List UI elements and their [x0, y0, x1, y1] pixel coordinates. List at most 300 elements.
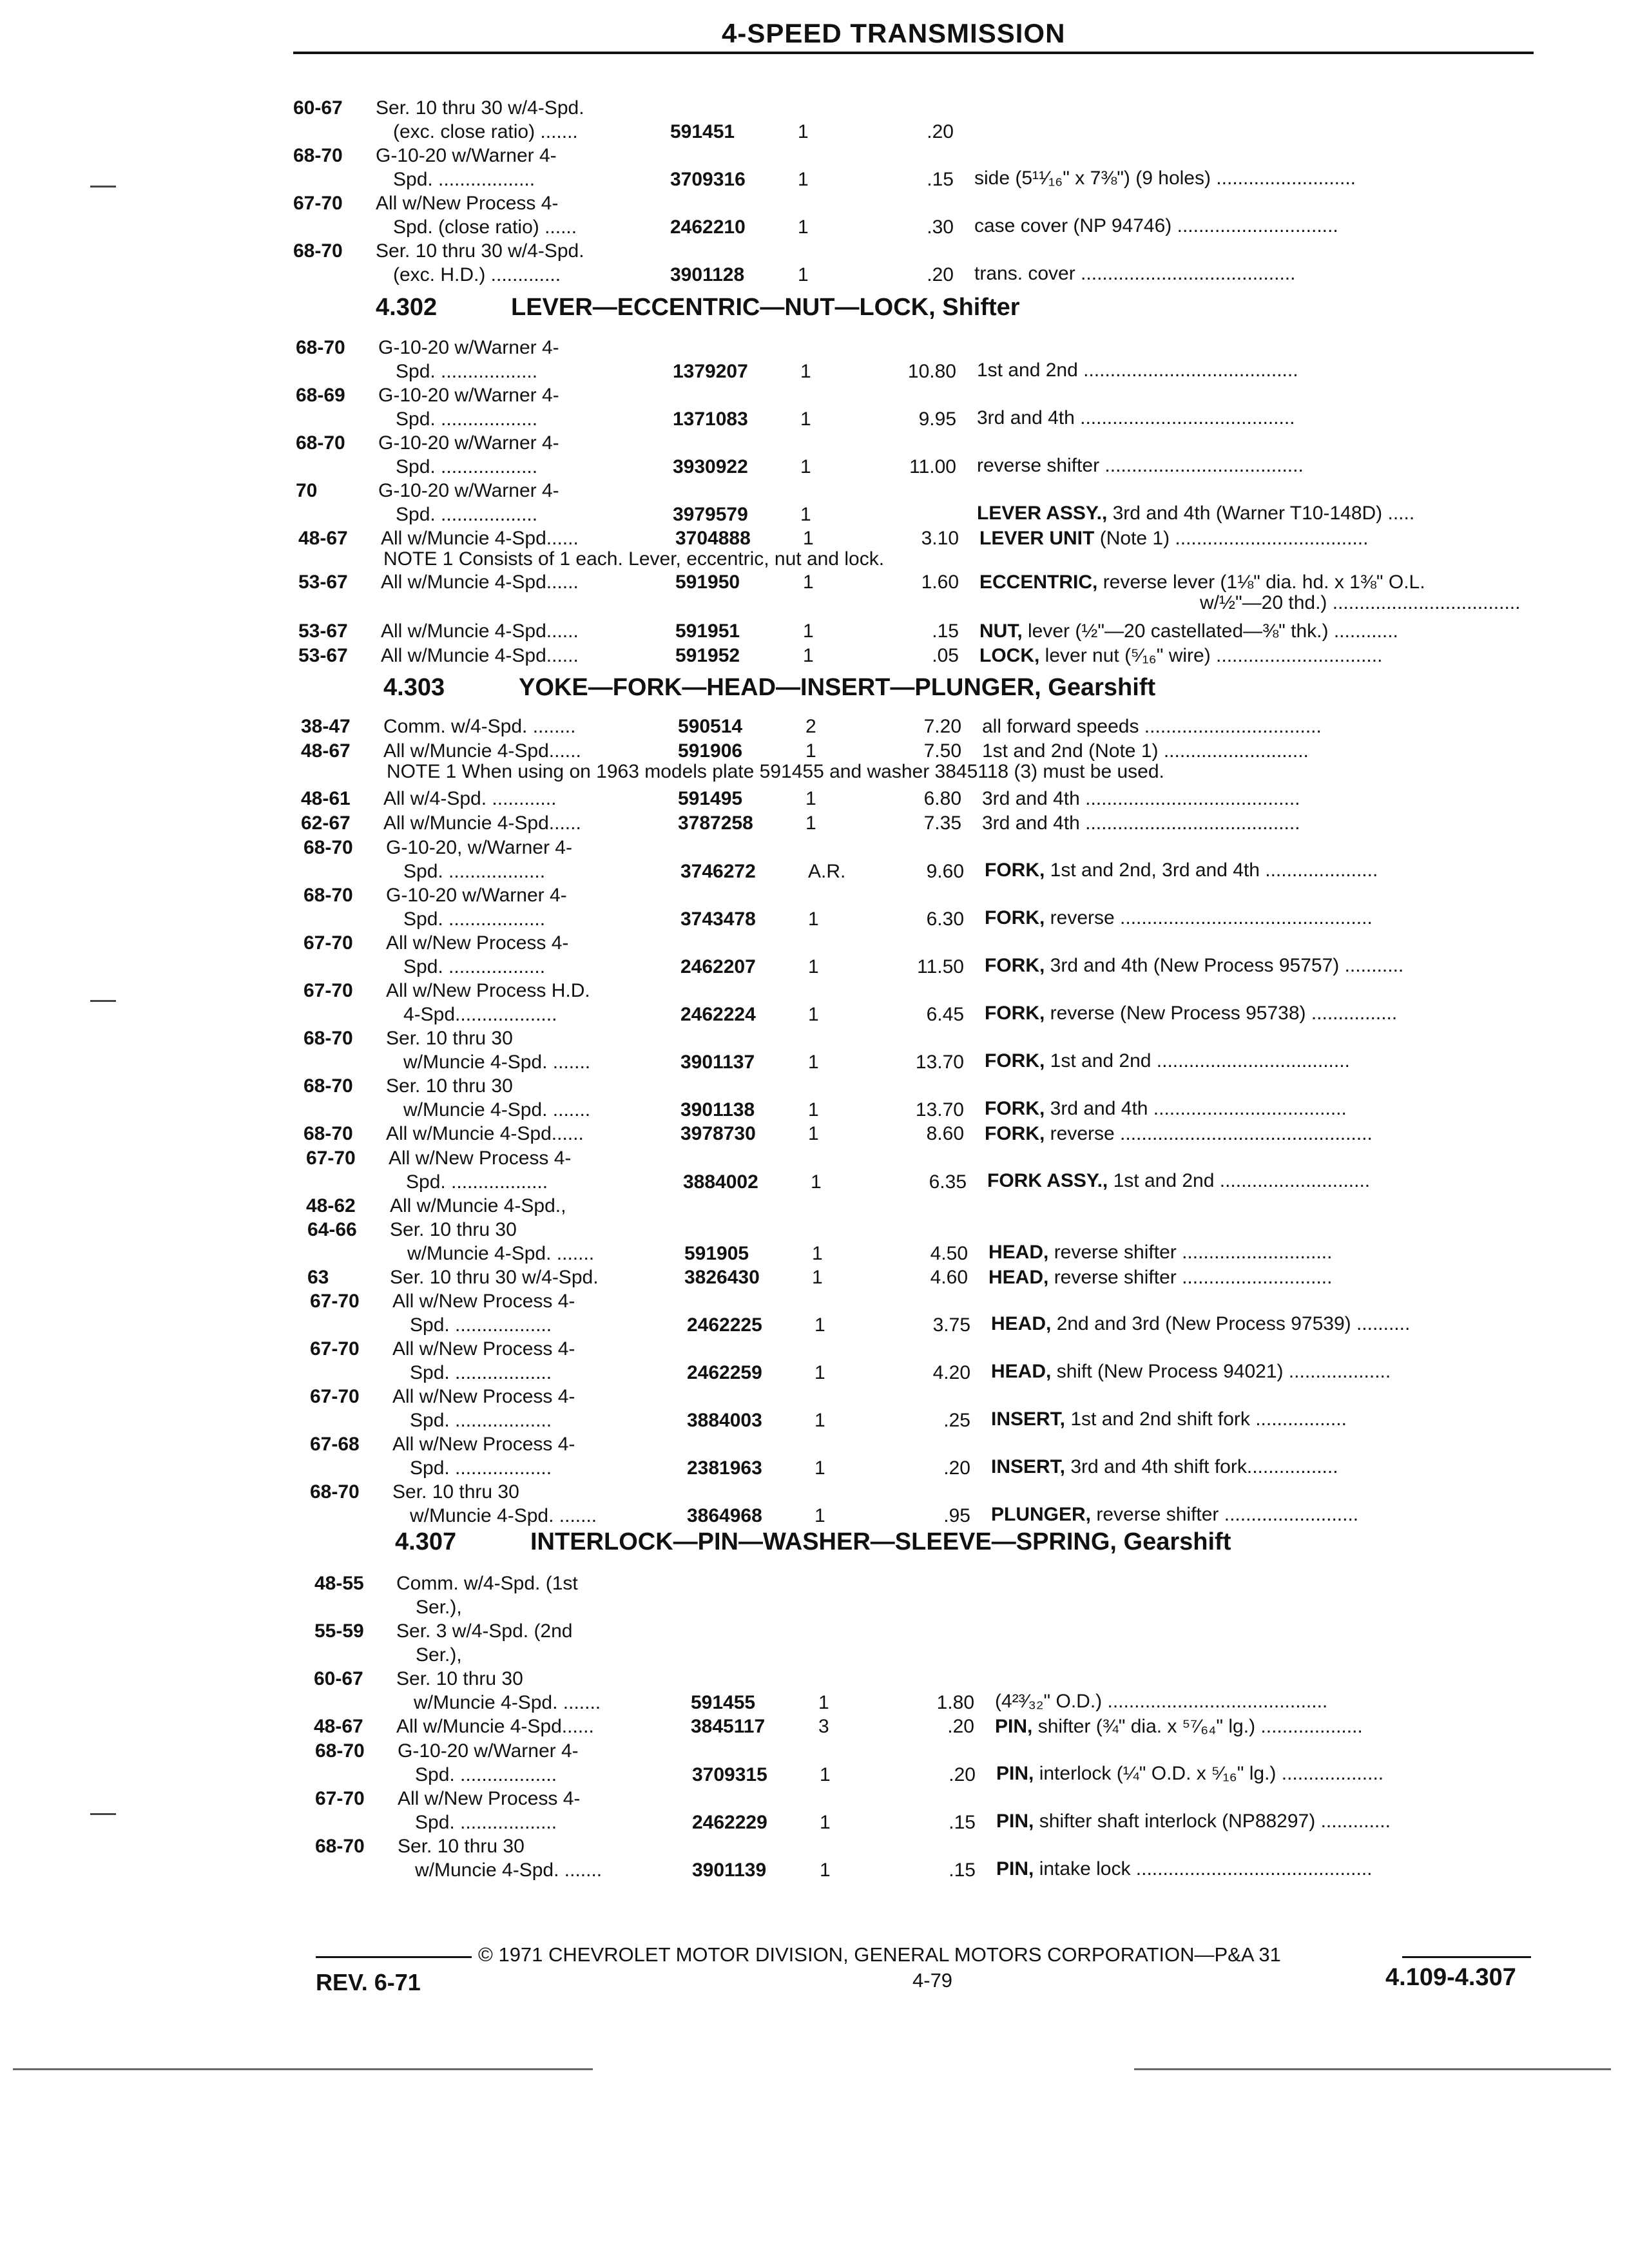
quantity: 1: [808, 1004, 819, 1025]
application-cont: (exc. H.D.) .............: [393, 264, 561, 285]
part-description: [982, 740, 1309, 763]
part-row: [0, 836, 1629, 884]
quantity: 1: [798, 264, 809, 285]
application: All w/New Process 4-: [398, 1788, 581, 1809]
part-row: [0, 1433, 1629, 1481]
part-description: [974, 262, 1295, 285]
application: G-10-20 w/Warner 4-: [378, 385, 559, 406]
part-description: [974, 167, 1356, 190]
part-detail: case cover (NP 94746) ..............................: [974, 215, 1338, 236]
part-number: 3704888: [675, 528, 751, 549]
application-cont: Spd. ..................: [403, 861, 546, 882]
quantity: A.R.: [808, 861, 846, 882]
application-cont: 4-Spd...................: [403, 1004, 557, 1025]
part-description: [995, 1690, 1327, 1713]
part-number: 3901137: [680, 1052, 755, 1073]
model-years: 60-67: [293, 97, 343, 119]
application: All w/New Process 4-: [392, 1386, 575, 1407]
quantity: 1: [803, 572, 814, 593]
model-years: 67-70: [304, 980, 353, 1001]
section-heading: [0, 1528, 1629, 1561]
model-years: 68-70: [315, 1740, 365, 1762]
part-number: 591950: [675, 572, 740, 593]
part-description: [991, 1503, 1358, 1526]
part-number: 3826430: [684, 1267, 760, 1288]
application: G-10-20 w/Warner 4-: [386, 885, 567, 906]
part-detail: 3rd and 4th ........................................: [982, 788, 1300, 809]
part-name: INSERT,: [991, 1408, 1066, 1430]
part-detail: shifter (¾" dia. x ⁵⁷⁄₆₄" lg.) ...................: [1037, 1716, 1363, 1737]
margin-mark: [90, 1813, 116, 1815]
price: .25: [943, 1410, 970, 1431]
application: All w/Muncie 4-Spd......: [381, 528, 579, 549]
price: 11.50: [917, 956, 964, 977]
part-description: [977, 359, 1298, 382]
part-number: 3901138: [680, 1099, 755, 1120]
model-years: 68-70: [310, 1481, 360, 1503]
price: .30: [927, 216, 954, 238]
model-years: 68-70: [304, 1028, 353, 1049]
part-detail: 3rd and 4th shift fork.................: [1070, 1456, 1338, 1477]
part-detail: all forward speeds .................................: [982, 716, 1322, 737]
application-cont: w/Muncie 4-Spd. .......: [415, 1860, 602, 1881]
quantity: 1: [798, 169, 809, 190]
price: .15: [949, 1860, 976, 1881]
application-cont: Spd. ..................: [406, 1171, 548, 1193]
price: 10.80: [907, 361, 956, 382]
part-description: [979, 527, 1368, 550]
application-cont: Spd. ..................: [410, 1410, 552, 1431]
scan-edge-rule: [13, 2068, 593, 2070]
price: 9.95: [918, 408, 956, 430]
price: 1.60: [921, 572, 959, 593]
application: All w/Muncie 4-Spd......: [386, 1123, 584, 1144]
application: All w/Muncie 4-Spd......: [381, 645, 579, 666]
model-years: 67-70: [304, 932, 353, 954]
part-detail: 3rd and 4th (New Process 95757) ...........: [1050, 955, 1404, 976]
part-detail: shifter shaft interlock (NP88297) .............: [1039, 1811, 1391, 1832]
part-row: [0, 1290, 1629, 1338]
part-description: [977, 454, 1304, 477]
part-description: [974, 215, 1338, 238]
section-number: 4.303: [383, 674, 445, 701]
part-number: 591906: [678, 740, 743, 762]
part-row: [0, 240, 1629, 287]
part-row: [0, 1147, 1629, 1195]
part-description: [991, 1408, 1347, 1431]
application: G-10-20 w/Warner 4-: [378, 432, 559, 454]
quantity: 1: [820, 1860, 831, 1881]
application: All w/New Process H.D.: [386, 980, 590, 1001]
part-name: FORK,: [985, 1098, 1045, 1119]
price: .15: [949, 1812, 976, 1833]
price: 3.75: [932, 1314, 970, 1336]
part-number: 591455: [691, 1692, 756, 1713]
quantity: 1: [803, 620, 814, 642]
model-years: 48-67: [301, 740, 351, 762]
application: G-10-20 w/Warner 4-: [398, 1740, 579, 1762]
model-years: 48-55: [314, 1573, 364, 1594]
part-number: 3884002: [683, 1171, 758, 1193]
part-row: [0, 1027, 1629, 1075]
part-number: 3930922: [673, 456, 748, 477]
application-cont: Spd. ..................: [396, 408, 538, 430]
part-name: HEAD,: [991, 1313, 1052, 1334]
footer-copyright: © 1971 CHEVROLET MOTOR DIVISION, GENERAL MOTORS CORPORATION—P&A 31: [478, 1943, 1281, 1966]
part-name: LEVER ASSY.,: [977, 503, 1108, 524]
part-detail: 3rd and 4th (Warner T10-148D) .....: [1112, 503, 1415, 524]
part-description: [988, 1266, 1332, 1289]
application: All w/Muncie 4-Spd......: [383, 812, 581, 834]
model-years: 68-70: [315, 1836, 365, 1857]
price: 7.35: [923, 812, 961, 834]
application: Ser. 10 thru 30: [390, 1219, 517, 1240]
part-row: [0, 1787, 1629, 1835]
part-description: [987, 1169, 1370, 1193]
price: .15: [927, 169, 954, 190]
part-description: [985, 907, 1373, 930]
model-years: 64-66: [307, 1219, 357, 1240]
part-name: PIN,: [996, 1858, 1034, 1879]
part-number: 3884003: [687, 1410, 762, 1431]
model-years: 67-70: [306, 1148, 356, 1169]
price: 13.70: [915, 1052, 964, 1073]
application: Ser. 3 w/4-Spd. (2nd: [396, 1620, 573, 1642]
application-cont: Spd. ..................: [410, 1457, 552, 1479]
price: 4.60: [930, 1267, 968, 1288]
price: 7.50: [923, 740, 961, 762]
model-years: 53-67: [298, 645, 348, 666]
quantity: 1: [820, 1812, 831, 1833]
part-name: PIN,: [995, 1716, 1033, 1737]
model-years: 68-70: [296, 432, 345, 454]
part-description: [977, 502, 1414, 525]
part-row: [0, 932, 1629, 979]
quantity: 1: [815, 1505, 825, 1526]
model-years: 67-70: [310, 1291, 360, 1312]
margin-mark: [90, 186, 116, 187]
part-name: FORK,: [985, 1123, 1045, 1144]
application: All w/New Process 4-: [392, 1338, 575, 1360]
application: Ser. 10 thru 30: [398, 1836, 525, 1857]
part-detail: 3rd and 4th ........................................: [982, 812, 1300, 834]
quantity: 1: [820, 1764, 831, 1785]
model-years: 70: [296, 480, 318, 501]
part-detail: reverse shifter ............................: [1054, 1242, 1333, 1263]
part-row: [0, 1481, 1629, 1528]
quantity: 1: [808, 1052, 819, 1073]
application-cont: Spd. ..................: [415, 1812, 557, 1833]
footer-revision: REV. 6-71: [316, 1969, 421, 1995]
part-name: ECCENTRIC,: [979, 572, 1098, 593]
quantity: 1: [812, 1267, 823, 1288]
part-number: 2462259: [687, 1362, 762, 1383]
part-name: INSERT,: [991, 1456, 1066, 1477]
part-detail: 1st and 2nd ............................: [1113, 1170, 1371, 1191]
price: .15: [932, 620, 959, 642]
quantity: 1: [800, 504, 811, 525]
part-number: 3979579: [673, 504, 748, 525]
application-cont: w/Muncie 4-Spd. .......: [403, 1099, 591, 1120]
price: .20: [927, 121, 954, 142]
part-description: [996, 1762, 1383, 1785]
application-cont: Spd. ..................: [415, 1764, 557, 1785]
application: G-10-20 w/Warner 4-: [378, 337, 559, 358]
application-cont: Spd. ..................: [403, 956, 546, 977]
application: Ser. 10 thru 30: [386, 1028, 513, 1049]
footer-rule-left: [316, 1956, 472, 1958]
section-title: YOKE—FORK—HEAD—INSERT—PLUNGER, Gearshift: [519, 674, 1156, 701]
quantity: 1: [800, 408, 811, 430]
part-description: [982, 715, 1322, 738]
part-number: 3746272: [680, 861, 756, 882]
part-detail: lever (½"—20 castellated—⅜" thk.) ............: [1028, 620, 1398, 642]
part-row: [0, 884, 1629, 932]
part-name: PIN,: [996, 1763, 1034, 1784]
application: Comm. w/4-Spd. (1st: [396, 1573, 578, 1594]
application-cont: Spd. ..................: [396, 456, 538, 477]
application: Ser. 10 thru 30 w/4-Spd.: [376, 240, 584, 262]
part-detail: 1st and 2nd (Note 1) ...........................: [982, 740, 1309, 762]
part-row: [0, 979, 1629, 1027]
application: All w/New Process 4-: [376, 193, 559, 214]
part-row: [0, 432, 1629, 479]
application-cont: Spd. ..................: [396, 361, 538, 382]
part-row: [0, 1385, 1629, 1433]
quantity: 1: [800, 361, 811, 382]
part-description: [985, 1002, 1397, 1025]
footer-section-range: 4.109-4.307: [1385, 1964, 1516, 1991]
section-title: LEVER—ECCENTRIC—NUT—LOCK, Shifter: [511, 294, 1020, 321]
description-cont: w/½"—20 thd.) ...................................: [1200, 592, 1521, 613]
part-row: [0, 97, 1629, 144]
quantity: 1: [812, 1243, 823, 1264]
price: 13.70: [915, 1099, 964, 1120]
margin-mark: [90, 1000, 116, 1002]
part-detail: reverse shifter .........................: [1096, 1504, 1359, 1525]
part-detail: 1st and 2nd, 3rd and 4th .....................: [1050, 860, 1378, 881]
part-detail: 1st and 2nd shift fork .................: [1070, 1408, 1347, 1430]
application-cont: w/Muncie 4-Spd. .......: [403, 1052, 591, 1073]
quantity: 1: [815, 1314, 825, 1336]
model-years: 48-67: [314, 1716, 363, 1737]
quantity: 1: [798, 216, 809, 238]
part-detail: (4²³⁄₃₂" O.D.) .........................................: [995, 1691, 1328, 1712]
price: 6.35: [929, 1171, 967, 1193]
part-number: 3901139: [692, 1860, 767, 1881]
part-number: 3709316: [670, 169, 746, 190]
part-row: [0, 1740, 1629, 1787]
model-years: 68-70: [304, 885, 353, 906]
model-years: 68-70: [293, 145, 343, 166]
application-cont: Spd. ..................: [410, 1362, 552, 1383]
part-detail: reverse shifter .....................................: [977, 455, 1304, 476]
application: All w/4-Spd. ............: [383, 788, 557, 809]
application-cont: Spd. ..................: [410, 1314, 552, 1336]
part-description: [979, 644, 1382, 668]
application: All w/New Process 4-: [392, 1291, 575, 1312]
part-description: [991, 1312, 1410, 1336]
application: All w/Muncie 4-Spd......: [381, 572, 579, 593]
part-row: [0, 336, 1629, 384]
part-number: 2462225: [687, 1314, 762, 1336]
part-number: 3901128: [670, 264, 745, 285]
application: G-10-20 w/Warner 4-: [376, 145, 557, 166]
part-number: 3709315: [692, 1764, 767, 1785]
price: 6.80: [923, 788, 961, 809]
part-detail: 2nd and 3rd (New Process 97539) ..........: [1056, 1313, 1411, 1334]
part-number: 2462224: [680, 1004, 756, 1025]
application-cont: Ser.),: [416, 1597, 462, 1618]
part-row: [0, 479, 1629, 527]
part-number: 3845117: [691, 1716, 766, 1737]
quantity: 1: [818, 1692, 829, 1713]
quantity: 1: [803, 528, 814, 549]
application: Ser. 10 thru 30: [392, 1481, 519, 1503]
part-detail: shift (New Process 94021) ...................: [1056, 1361, 1391, 1382]
price: .05: [932, 645, 959, 666]
application: Ser. 10 thru 30: [386, 1075, 513, 1097]
part-row: [0, 1667, 1629, 1715]
part-detail: reverse ...............................................: [1050, 1123, 1373, 1144]
part-number: 2381963: [687, 1457, 762, 1479]
application: Ser. 10 thru 30 w/4-Spd.: [376, 97, 584, 119]
part-description: [996, 1810, 1391, 1833]
part-detail: 3rd and 4th ........................................: [977, 407, 1295, 428]
part-row: [0, 144, 1629, 192]
part-detail: (Note 1) ....................................: [1099, 528, 1369, 549]
application: All w/Muncie 4-Spd......: [396, 1716, 594, 1737]
application-cont: (exc. close ratio) .......: [393, 121, 578, 142]
application: Comm. w/4-Spd. ........: [383, 716, 576, 737]
quantity: 3: [818, 1716, 829, 1737]
quantity: 1: [808, 956, 819, 977]
part-name: FORK ASSY.,: [987, 1170, 1108, 1191]
price: 3.10: [921, 528, 959, 549]
part-number: 591905: [684, 1243, 749, 1264]
part-name: PIN,: [996, 1811, 1034, 1832]
part-description: [979, 620, 1398, 643]
application-cont: w/Muncie 4-Spd. .......: [407, 1243, 595, 1264]
footnote: NOTE 1 Consists of 1 each. Lever, eccentric, nut and lock.: [383, 548, 885, 570]
quantity: 1: [808, 1123, 819, 1144]
scan-edge-rule: [1134, 2068, 1611, 2070]
model-years: 62-67: [301, 812, 351, 834]
model-years: 67-70: [310, 1386, 360, 1407]
model-years: 48-62: [306, 1195, 356, 1216]
application-cont: Ser.),: [416, 1644, 462, 1666]
model-years: 68-70: [304, 1123, 353, 1144]
part-detail: lever nut (⁵⁄₁₆" wire) ...............................: [1045, 645, 1383, 666]
quantity: 1: [815, 1410, 825, 1431]
quantity: 1: [805, 812, 816, 834]
part-description: [979, 571, 1425, 594]
model-years: 60-67: [314, 1668, 363, 1689]
quantity: 2: [805, 716, 816, 737]
quantity: 1: [815, 1362, 825, 1383]
quantity: 1: [805, 740, 816, 762]
part-number: 2462207: [680, 956, 756, 977]
part-name: HEAD,: [988, 1267, 1049, 1288]
price: 9.60: [926, 861, 964, 882]
application-cont: w/Muncie 4-Spd. .......: [414, 1692, 601, 1713]
application: All w/Muncie 4-Spd......: [383, 740, 581, 762]
model-years: 53-67: [298, 620, 348, 642]
model-years: 68-70: [293, 240, 343, 262]
part-detail: reverse lever (1⅛" dia. hd. x 1⅜" O.L.: [1103, 572, 1425, 593]
application: All w/New Process 4-: [386, 932, 569, 954]
part-detail: 1st and 2nd ....................................: [1050, 1050, 1350, 1072]
part-name: HEAD,: [991, 1361, 1052, 1382]
part-name: LEVER UNIT: [979, 528, 1095, 549]
part-detail: reverse ...............................................: [1050, 907, 1373, 928]
part-description: [991, 1456, 1338, 1479]
part-description: [982, 812, 1300, 835]
section-number: 4.307: [395, 1528, 457, 1555]
part-detail: interlock (¼" O.D. x ⁵⁄₁₆" lg.) ...................: [1039, 1763, 1384, 1784]
price: 8.60: [926, 1123, 964, 1144]
application: All w/New Process 4-: [389, 1148, 572, 1169]
application: Ser. 10 thru 30: [396, 1668, 523, 1689]
part-detail: reverse shifter ............................: [1054, 1267, 1333, 1288]
part-row: [0, 384, 1629, 432]
application: All w/Muncie 4-Spd......: [381, 620, 579, 642]
part-detail: side (5¹¹⁄₁₆" x 7⅜") (9 holes) ..........................: [974, 168, 1356, 189]
part-name: HEAD,: [988, 1242, 1049, 1263]
part-name: PLUNGER,: [991, 1504, 1092, 1525]
price: 1.80: [936, 1692, 974, 1713]
quantity: 1: [811, 1171, 822, 1193]
footer-rule-right: [1402, 1956, 1531, 1958]
model-years: 55-59: [314, 1620, 364, 1642]
quantity: 1: [808, 908, 819, 930]
quantity: 1: [803, 645, 814, 666]
price: 11.00: [909, 456, 956, 477]
quantity: 1: [808, 1099, 819, 1120]
price: .20: [943, 1457, 970, 1479]
section-title: INTERLOCK—PIN—WASHER—SLEEVE—SPRING, Gearshift: [530, 1528, 1231, 1555]
footnote: NOTE 1 When using on 1963 models plate 591455 and washer 3845118 (3) must be used.: [387, 761, 1164, 782]
part-number: 590514: [678, 716, 743, 737]
model-years: 68-69: [296, 385, 345, 406]
part-number: 3864968: [687, 1505, 762, 1526]
model-years: 38-47: [301, 716, 351, 737]
part-number: 2462229: [692, 1812, 767, 1833]
application-cont: Spd. ..................: [396, 504, 538, 525]
section-heading: [0, 674, 1629, 706]
part-description: [985, 1050, 1350, 1073]
page-title: 4-SPEED TRANSMISSION: [722, 18, 1066, 48]
part-row: [0, 1218, 1629, 1266]
application-cont: Spd. ..................: [403, 908, 546, 930]
part-name: NUT,: [979, 620, 1023, 642]
price: 4.50: [930, 1243, 968, 1264]
quantity: 1: [815, 1457, 825, 1479]
part-description: [985, 954, 1403, 977]
quantity: 1: [805, 788, 816, 809]
part-row: [0, 192, 1629, 240]
part-number: 591952: [675, 645, 740, 666]
part-description: [985, 1122, 1373, 1146]
part-row: [0, 1075, 1629, 1122]
price: 6.45: [926, 1004, 964, 1025]
application-cont: Spd. (close ratio) ......: [393, 216, 577, 238]
part-number: 591451: [670, 121, 735, 142]
price: .20: [947, 1716, 974, 1737]
part-description: [985, 859, 1378, 882]
part-description: [991, 1360, 1391, 1383]
part-name: FORK,: [985, 1050, 1045, 1072]
